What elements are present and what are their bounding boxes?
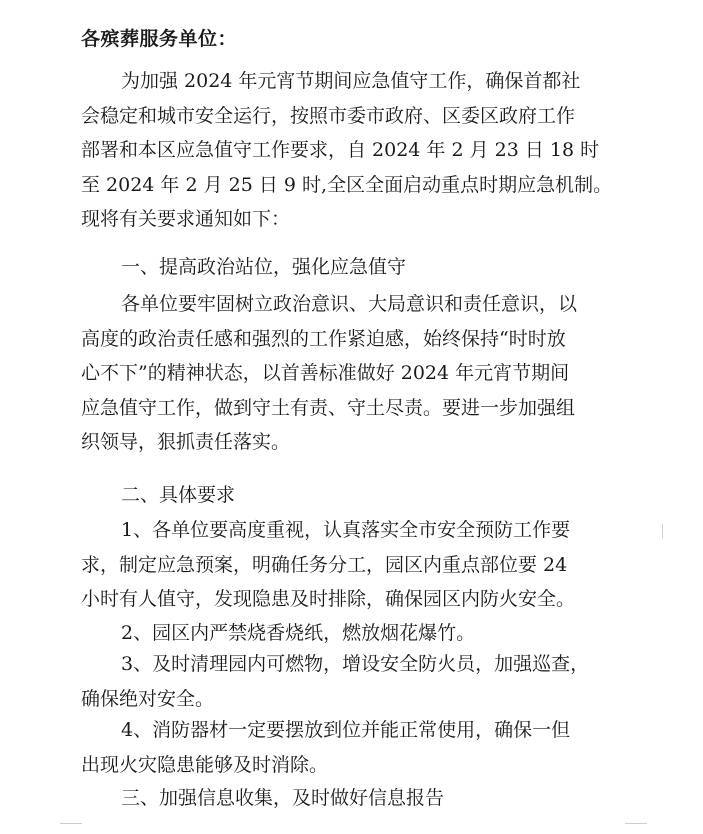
page-corner-mark-right bbox=[625, 823, 647, 834]
margin-mark bbox=[662, 524, 663, 538]
section-heading-3: 三、加强信息收集，及时做好信息报告 bbox=[121, 787, 445, 809]
requirement-item-1 bbox=[81, 513, 641, 617]
requirement-item-2 bbox=[81, 616, 641, 651]
page-corner-mark-left bbox=[60, 823, 82, 834]
paragraph-line: 小时有人值守，发现隐患及时排除，确保园区内防火安全。 bbox=[81, 588, 576, 610]
intro-line: 部署和本区应急值守工作要求，自 2024 年 2 月 23 日 18 时 bbox=[81, 139, 600, 161]
paragraph-line: 高度的政治责任感和强烈的工作紧迫感，始终保持“时时放 bbox=[81, 327, 566, 350]
intro-line: 会稳定和城市安全运行，按照市委市政府、区委区政府工作 bbox=[81, 104, 576, 127]
paragraph-line: 各单位要牢固树立政治意识、大局意识和责任意识，以 bbox=[121, 293, 578, 315]
addressee: 各殡葬服务单位： bbox=[81, 28, 238, 50]
paragraph-line: 出现火灾隐患能够及时消除。 bbox=[81, 753, 329, 776]
paragraph-line: 4、消防器材一定要摆放到位并能正常使用，确保一但 bbox=[121, 719, 571, 741]
intro-line: 为加强 2024 年元宵节期间应急值守工作，确保首都社 bbox=[121, 70, 581, 92]
paragraph-line: 确保绝对安全。 bbox=[81, 687, 215, 710]
paragraph-line: 1、各单位要高度重视，认真落实全市安全预防工作要 bbox=[121, 519, 571, 541]
intro-line: 现将有关要求通知如下： bbox=[81, 208, 291, 230]
section-heading-1: 一、提高政治站位，强化应急值守 bbox=[121, 256, 407, 278]
intro-line: 至 2024 年 2 月 25 日 9 时,全区全面启动重点时期应急机制。 bbox=[81, 173, 613, 196]
paragraph-line: 3、及时清理园内可燃物，增设安全防火员，加强巡查， bbox=[121, 653, 590, 675]
section-heading-2: 二、具体要求 bbox=[121, 484, 236, 506]
section-1-paragraph bbox=[81, 287, 641, 460]
paragraph-line: 2、园区内严禁烧香烧纸，燃放烟花爆竹。 bbox=[121, 622, 476, 644]
requirement-item-4 bbox=[81, 713, 641, 782]
paragraph-line: 应急值守工作，做到守土有责、守土尽责。要进一步加强组 bbox=[81, 396, 576, 419]
paragraph-line: 求，制定应急预案，明确任务分工，园区内重点部位要 24 bbox=[81, 553, 568, 576]
requirement-item-3 bbox=[81, 647, 641, 716]
paragraph-line: 织领导，狠抓责任落实。 bbox=[81, 431, 291, 453]
paragraph-line: 心不下”的精神状态，以首善标准做好 2024 年元宵节期间 bbox=[81, 362, 570, 384]
intro-paragraph bbox=[81, 64, 641, 237]
